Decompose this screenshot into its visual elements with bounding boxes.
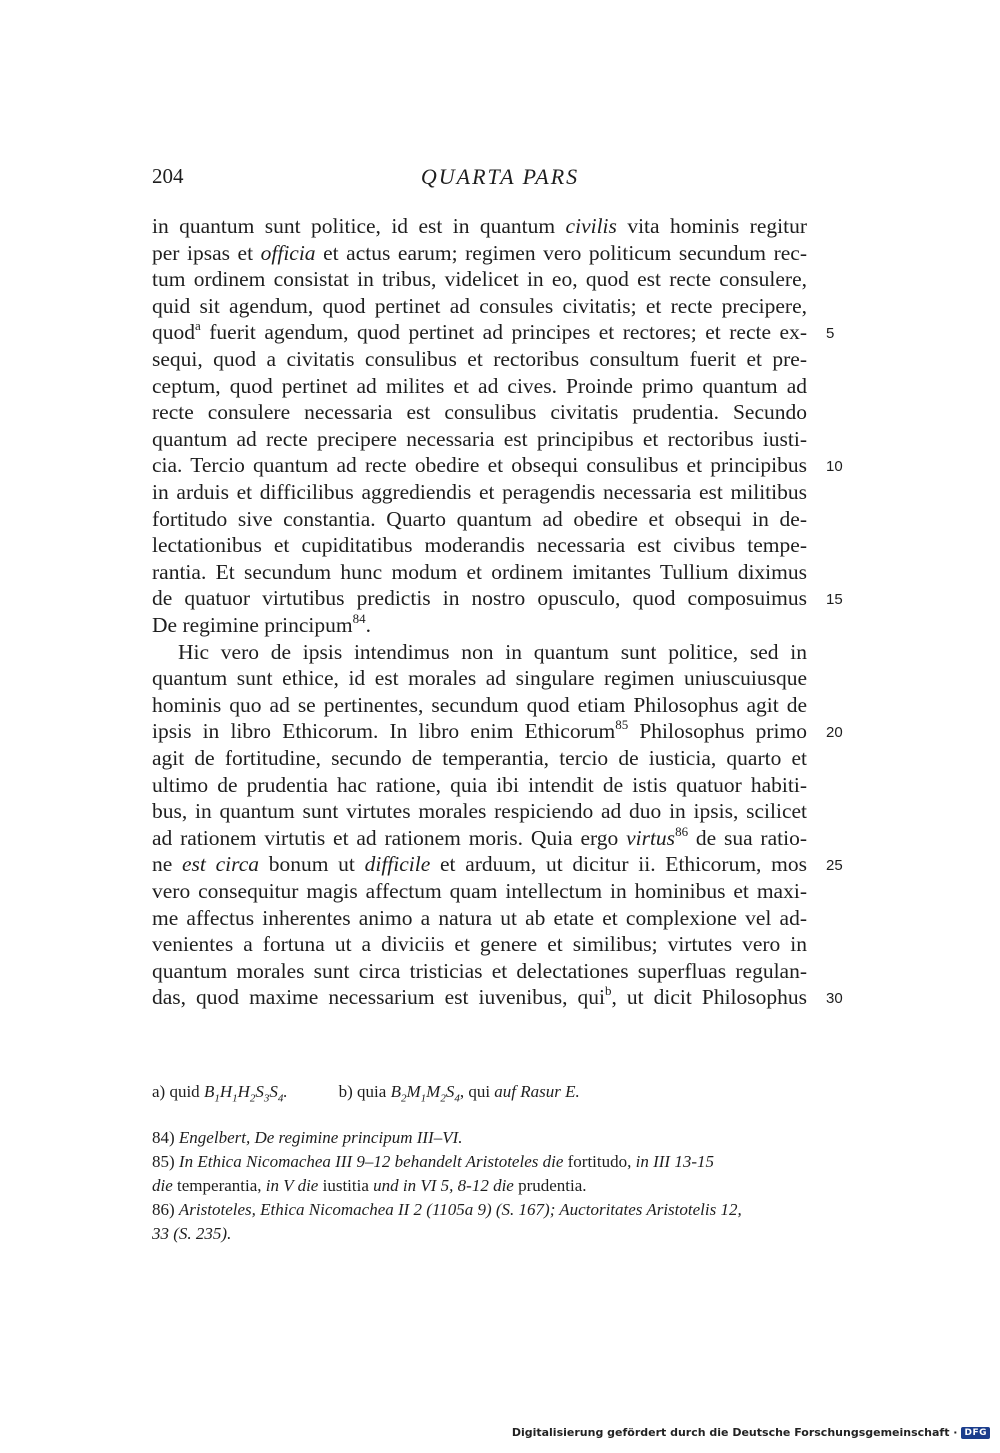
- running-title: QUARTA PARS: [420, 164, 580, 189]
- text-line: lectationibus et cupiditatibus moderandis necessaria est civibus tempe-: [152, 533, 807, 558]
- dfg-logo: DFG: [961, 1427, 990, 1439]
- footnote-line: 86) Aristoteles, Ethica Nicomachea II 2 (1105a 9) (S. 167); Auctoritates Aristotelis 12,: [152, 1200, 742, 1219]
- text-line: ad rationem virtutis et ad rationem moris. Quia ergo virtus$^{86}$ de sua ratio-: [152, 823, 807, 850]
- text-line: ultimo de prudentia hac ratione, quia ibi intendit de istis quatuor habiti-: [152, 772, 807, 797]
- text-line: rantia. Et secundum hunc modum et ordinem imitantes Tullium diximus: [152, 559, 807, 584]
- text-line: agit de fortitudine, secundo de temperantia, tercio de iusticia, quarto et: [152, 746, 807, 770]
- text-line: cia. Tercio quantum ad recte obedire et obsequi consulibus et principibus: [152, 453, 807, 478]
- text-line: Hic vero de ipsis intendimus non in quantum sunt politice, sed in: [178, 639, 807, 664]
- footnote-line: 84) Engelbert, De regimine principum III–VI.: [152, 1128, 463, 1147]
- text-line: quantum sunt ethice, id est morales ad singulare regimen uniuscuiusque: [152, 666, 807, 691]
- text-line: tum ordinem consistat in tribus, videlicet in eo, quod est recte consulere,: [152, 267, 807, 292]
- line-number: 15: [826, 591, 843, 609]
- funding-footer: [512, 1426, 990, 1439]
- line-number: 25: [826, 857, 843, 875]
- text-line: vero consequitur magis affectum quam intellectum in hominibus et maxi-: [152, 879, 807, 903]
- line-number: 5: [826, 325, 835, 343]
- text-line: quod$^a$ fuerit agendum, quod pertinet ad principes et rectores; et recte ex-: [152, 318, 807, 345]
- text-line: in arduis et difficilibus aggrediendis et peragendis necessaria est militibus: [152, 480, 807, 504]
- text-line: recte consulere necessaria est consulibus civitatis prudentia. Secundo: [152, 400, 807, 425]
- line-number: 30: [826, 990, 843, 1008]
- text-line: das, quod maxime necessarium est iuvenibus, qui$^b$, ut dicit Philosophus: [152, 983, 808, 1010]
- text-line: fortitudo sive constantia. Quarto quantum ad obedire et obsequi in de-: [152, 506, 807, 531]
- text-line: sequi, quod a civitatis consulibus et rectoribus consultum fuerit et pre-: [152, 347, 807, 371]
- text-line: de quatuor virtutibus predictis in nostro opusculo, quod composuimus: [152, 586, 807, 611]
- text-line: ceptum, quod pertinet ad milites et ad cives. Proinde primo quantum ad: [152, 373, 807, 398]
- footnote-line: 33 (S. 235).: [152, 1224, 232, 1243]
- text-line: in quantum sunt politice, id est in quantum civilis vita hominis regitur: [152, 214, 807, 238]
- text-line: ne est circa bonum ut difficile et arduum, ut dicitur ii. Ethicorum, mos: [152, 852, 807, 877]
- page-number: 204: [152, 164, 184, 188]
- text-line: me affectus inherentes animo a natura ut ab etate et complexione vel ad-: [152, 905, 807, 930]
- text-line: hominis quo ad se pertinentes, secundum quod etiam Philosophus agit de: [152, 692, 807, 717]
- text-line: venientes a fortuna ut a diviciis et genere et similibus; virtutes vero in: [152, 932, 807, 957]
- text-line: quid sit agendum, quod pertinet ad consules civitatis; et recte precipere,: [152, 293, 807, 318]
- footnote-line: 85) In Ethica Nicomachea III 9–12 behandelt Aristoteles die fortitudo, in III 13-15: [152, 1152, 715, 1171]
- text-line: De regimine principum$^{84}$.: [152, 610, 371, 637]
- text-line: per ipsas et officia et actus earum; regimen vero politicum secundum rec-: [152, 240, 807, 265]
- line-number: 10: [826, 458, 843, 476]
- text-line: quantum morales sunt circa tristicias et delectationes superfluas regulan-: [152, 958, 807, 983]
- text-line: ipsis in libro Ethicorum. In libro enim Ethicorum$^{85}$ Philosophus primo: [152, 717, 807, 744]
- line-number: 20: [826, 724, 843, 742]
- funding-text: Digitalisierung gefördert durch die Deutsche Forschungsgemeinschaft ·: [511, 1426, 958, 1439]
- footnote-line: die temperantia, in V die iustitia und in VI 5, 8-12 die prudentia.: [152, 1176, 587, 1195]
- text-line: bus, in quantum sunt virtutes morales respiciendo ad duo in ipsis, scilicet: [152, 799, 807, 824]
- critical-apparatus: a) quid $B_1H_1H_2S_3S_4$. b) quia $B_2M_1M_2S_4$, qui auf Rasur E.: [152, 1082, 580, 1105]
- text-line: quantum ad recte precipere necessaria est principibus et rectoribus iusti-: [152, 426, 807, 451]
